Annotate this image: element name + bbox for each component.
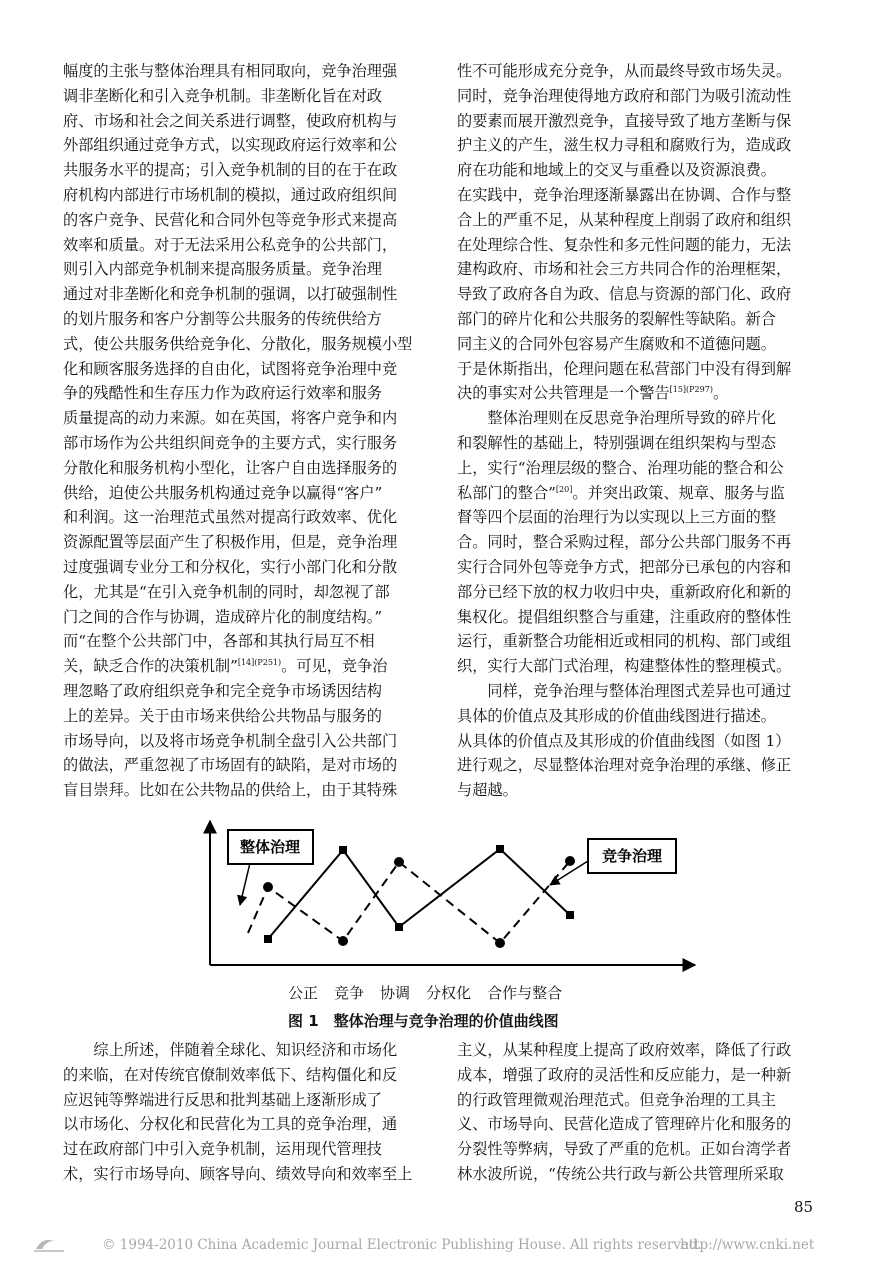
text-line: 和裂解性的基础上，特别强调在组织架构与型态 [457, 433, 776, 452]
text-line: 分裂性等弊病，导致了严重的危机。正如台湾学者 [457, 1140, 792, 1159]
integrated-point [566, 911, 574, 919]
axis-category-label: 协调 [380, 984, 411, 1002]
footer-copyright: © 1994-2010 China Academic Journal Electronic Publishing House. All rights reserved. [102, 1237, 702, 1253]
competitive-point [565, 856, 575, 866]
competitive-governance-curve [248, 861, 570, 943]
integrated-point [339, 846, 347, 854]
text-line: 门之间的合作与协调，造成碎片化的制度结构。” [63, 607, 383, 626]
text-line: 关，缺乏合作的决策机制”$^{[14](P251)}$。可见，竞争治 [63, 657, 388, 676]
integrated-label: 整体治理 [239, 838, 301, 856]
footer [30, 1235, 851, 1257]
text-line: 部市场作为公共组织间竞争的主要方式，实行服务 [63, 433, 398, 452]
text-line: 通过对非垄断化和竞争机制的强调，以打破强制性 [63, 285, 398, 304]
text-line: 在处理综合性、复杂性和多元性问题的能力，无法 [457, 235, 792, 254]
text-line: 部分已经下放的权力收归中央，重新政府化和新的 [457, 582, 792, 601]
text-line: 集权化。提倡组织整合与重建，注重政府的整体性 [457, 607, 792, 626]
text-line: 主义，从某种程度上提高了政府效率，降低了行政 [457, 1041, 792, 1059]
text-line-tail: 。可见，竞争治 [281, 657, 388, 676]
text-line: 进行观之，尽显整体治理对竞争治理的承继、修正 [457, 756, 792, 775]
right-column-bottom [457, 1038, 827, 1187]
text-line: 的划片服务和客户分割等公共服务的传统供给方 [63, 309, 382, 328]
text-line: 化和顾客服务选择的自由化，试图将竞争治理中竞 [63, 359, 398, 378]
competitive-point [394, 857, 404, 867]
text-line: 则引入内部竞争机制来提高服务质量。竞争治理 [63, 260, 382, 279]
text-line: 过在政府部门中引入竞争机制，运用现代管理技 [63, 1140, 382, 1159]
text-line: 运行，重新整合功能相近或相同的机构、部门或组 [457, 632, 792, 651]
text-line: 合。同时，整合采购过程，部分公共部门服务不再 [457, 533, 792, 552]
text-line: 的要素而展开激烈竞争，直接导致了地方垄断与保 [457, 111, 792, 130]
text-line: 的客户竞争、民营化和合同外包等竞争形式来提高 [63, 210, 398, 229]
text-line: 与超越。 [457, 781, 518, 800]
text-line: 外部组织通过竞争方式，以实现政府运行效率和公 [63, 136, 398, 155]
left-column-top [63, 59, 433, 803]
text-line: 术，实行市场导向、顾客导向、绩效导向和效率至上 [63, 1164, 413, 1183]
right-column-top [457, 59, 827, 803]
value-curve-figure [190, 815, 710, 975]
text-line: 以市场化、分权化和民营化为工具的竞争治理，通 [63, 1115, 398, 1134]
text-line: 而“在整个公共部门中，各部和其执行局互不相 [63, 632, 375, 651]
text-line: 整体治理则在反思竞争治理所导致的碎片化 [457, 409, 776, 428]
text-line: 同时，竞争治理使得地方政府和部门为吸引流动性 [457, 86, 792, 105]
left-column-bottom [63, 1038, 433, 1187]
competitive-point [263, 882, 273, 892]
text-line: 质量提高的动力来源。如在英国，将客户竞争和内 [63, 409, 398, 428]
integrated-point [264, 935, 272, 943]
text-line: 成本，增强了政府的灵活性和反应能力，是一种新 [457, 1065, 792, 1084]
text-line: 督等四个层面的治理行为以实现以上三方面的整 [457, 508, 776, 527]
text-line: 私部门的整合”[20]。并突出政策、规章、服务与监 [457, 483, 785, 502]
text-line: 上的差异。关于由市场来供给公共物品与服务的 [63, 706, 382, 725]
footer-url[interactable]: http://www.cnki.net [680, 1237, 815, 1253]
competitive-label: 竞争治理 [601, 847, 663, 865]
cnki-logo-icon [30, 1235, 70, 1255]
integrated-point [395, 923, 403, 931]
text-line: 林水波所说，“传统公共行政与新公共管理所采取 [457, 1164, 784, 1183]
text-line: 同主义的合同外包容易产生腐败和不道德问题。 [457, 334, 776, 353]
text-line: 义、市场导向、民营化造成了管理碎片化和服务的 [457, 1115, 792, 1134]
text-line: 府、市场和社会之间关系进行调整，使政府机构与 [63, 111, 398, 130]
text-line: 织，实行大部门式治理，构建整体性的整理模式。 [457, 657, 792, 676]
text-line: 上，实行“治理层级的整合、治理功能的整合和公 [457, 458, 784, 477]
integrated-point [496, 845, 504, 853]
text-line: 过度强调专业分工和分权化，实行小部门化和分散 [63, 557, 398, 576]
text-line: 效率和质量。对于无法采用公私竞争的公共部门， [63, 235, 398, 254]
text-line: 决的事实对公共管理是一个警告$^{[15](P297)}$。 [457, 384, 729, 403]
text-line: 护主义的产生，滋生权力寻租和腐败行为，造成政 [457, 136, 792, 155]
text-line: 府在功能和地域上的交叉与重叠以及资源浪费。 [457, 161, 776, 180]
axis-category-label: 分权化 [426, 984, 472, 1002]
text-line: 府机构内部进行市场机制的模拟，通过政府组织间 [63, 185, 398, 204]
text-line: 式，使公共服务供给竞争化、分散化，服务规模小型 [63, 334, 413, 353]
text-line: 综上所述，伴随着全球化、知识经济和市场化 [63, 1041, 398, 1059]
text-line: 市场导向，以及将市场竞争机制全盘引入公共部门 [63, 731, 398, 750]
text-line: 在实践中，竞争治理逐渐暴露出在协调、合作与整 [457, 185, 792, 204]
text-line: 供给，迫使公共服务机构通过竞争以赢得“客户” [63, 483, 383, 502]
citation-marker: [14](P251) [237, 658, 282, 668]
axis-category-label: 合作与整合 [487, 984, 563, 1002]
text-line: 共服务水平的提高；引入竞争机制的目的在于在政 [63, 161, 398, 180]
text-line: 合上的严重不足，从某种程度上削弱了政府和组织 [457, 210, 792, 229]
text-line: 具体的价值点及其形成的价值曲线图进行描述。 [457, 706, 776, 725]
text-line: 和利润。这一治理范式虽然对提高行政效率、优化 [63, 508, 398, 527]
competitive-point [495, 938, 505, 948]
citation-marker: [20] [555, 484, 573, 494]
figure-caption: 图 1 整体治理与竞争治理的价值曲线图 [288, 1012, 559, 1030]
text-line: 从具体的价值点及其形成的价值曲线图（如图 1） [457, 731, 791, 750]
text-line: 化，尤其是“在引入竞争机制的同时，却忽视了部 [63, 582, 390, 601]
text-line: 同样，竞争治理与整体治理图式差异也可通过 [457, 681, 792, 700]
text-line: 的来临，在对传统官僚制效率低下、结构僵化和反 [63, 1065, 398, 1084]
text-line: 于是休斯指出，伦理问题在私营部门中没有得到解 [457, 359, 792, 378]
text-line: 应迟钝等弊端进行反思和批判基础上逐渐形成了 [63, 1090, 382, 1109]
text-line: 的行政管理微观治理范式。但竞争治理的工具主 [457, 1090, 776, 1109]
text-line: 盲目崇拜。比如在公共物品的供给上，由于其特殊 [63, 781, 398, 800]
text-line: 建构政府、市场和社会三方共同合作的治理框架， [457, 260, 792, 279]
text-line: 分散化和服务机构小型化，让客户自由选择服务的 [63, 458, 398, 477]
axis-category-label: 竞争 [334, 984, 365, 1002]
text-line: 部门的碎片化和公共服务的裂解性等缺陷。新合 [457, 309, 776, 328]
text-line: 幅度的主张与整体治理具有相同取向，竞争治理强 [63, 62, 398, 80]
text-line-tail: 。 [712, 384, 729, 403]
text-line: 的做法，严重忽视了市场固有的缺陷，是对市场的 [63, 756, 398, 775]
integrated-label-pointer [240, 863, 250, 905]
text-line: 理忽略了政府组织竞争和完全竞争市场诱因结构 [63, 681, 382, 700]
page-number: 85 [794, 1198, 814, 1216]
text-line-tail: 。并突出政策、规章、服务与监 [572, 483, 785, 502]
axis-category-label: 公正 [288, 984, 319, 1002]
text-line: 争的残酷性和生存压力作为政府运行效率和服务 [63, 384, 382, 403]
competitive-point [338, 936, 348, 946]
citation-marker: [15](P297) [669, 385, 713, 395]
figure-axis-labels [288, 982, 578, 1003]
text-line: 性不可能形成充分竞争，从而最终导致市场失灵。 [457, 62, 792, 80]
text-line: 资源配置等层面产生了积极作用，但是，竞争治理 [63, 533, 398, 552]
text-line: 导致了政府各自为政、信息与资源的部门化、政府 [457, 285, 792, 304]
text-line: 调非垄断化和引入竞争机制。非垄断化旨在对政 [63, 86, 382, 105]
text-line: 实行合同外包等竞争方式，把部分已承包的内容和 [457, 557, 792, 576]
